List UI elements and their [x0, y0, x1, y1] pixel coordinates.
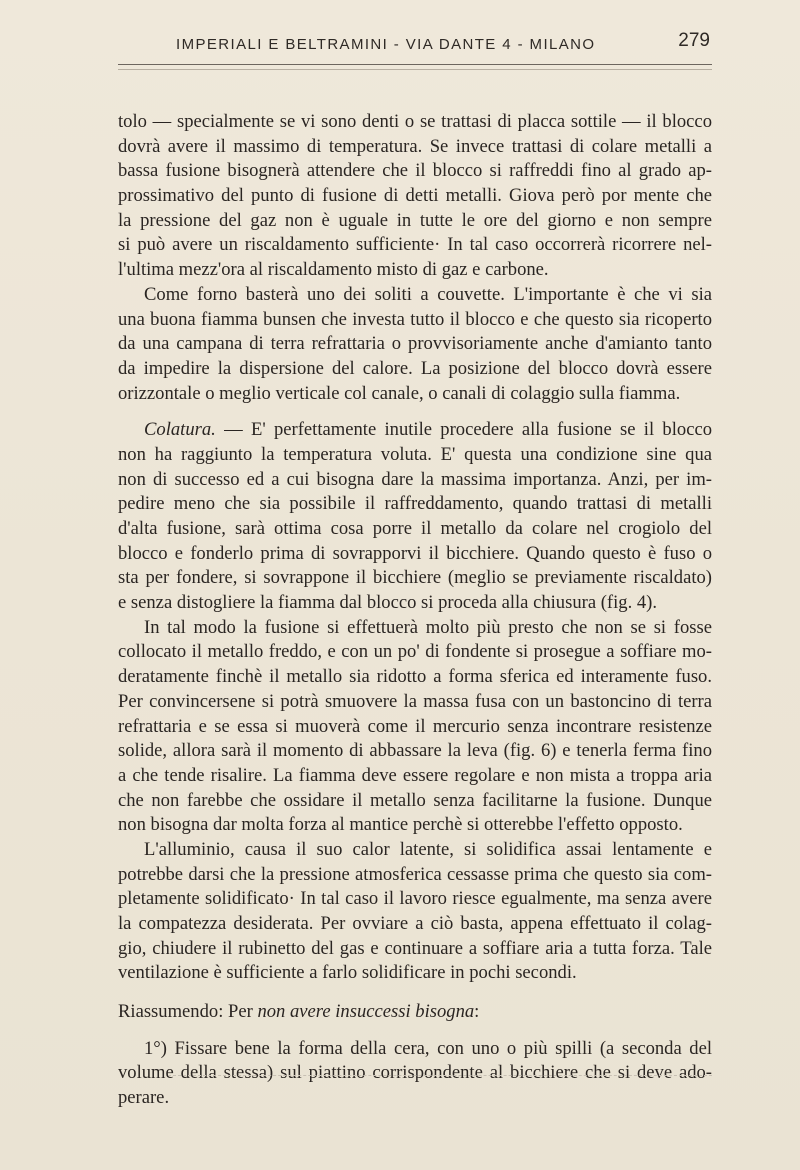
text-line: solide, allora sarà il momento di abbassare la leva (fig. 6) e tenerla ferma fino — [118, 740, 712, 762]
paragraph-5 — [118, 838, 712, 986]
text-line: In tal modo la fusione si effettuerà molto più presto che non se si fosse — [144, 616, 712, 638]
text-line: sta per fondere, si sovrappone il bicchiere (meglio se previamente riscaldato) — [118, 567, 712, 589]
text-line: volume della stessa) sul piattino corrispondente al bicchiere che si deve ado- — [118, 1062, 712, 1084]
text-line: pedire meno che sia possibile il raffreddamento, quando trattasi di metalli — [118, 493, 712, 515]
text-line — [118, 418, 712, 443]
text-line: d'alta fusione, sarà ottima cosa porre il metallo da colare nel crogiolo del — [118, 518, 712, 539]
paragraph-3 — [118, 418, 712, 616]
text-line: 1°) Fissare bene la forma della cera, con uno o più spilli (a seconda del — [144, 1037, 712, 1059]
text-line: Come forno basterà uno dei soliti a couvette. L'importante è che vi sia — [144, 283, 712, 305]
text-line: prossimativo del punto di fusione di detti metalli. Giova però por mente che — [118, 185, 712, 207]
text-line: perare. — [118, 1087, 170, 1109]
text-line — [118, 1000, 712, 1025]
text-line: la pressione del gaz non è uguale in tutte le ore del giorno e non sempre — [118, 209, 712, 231]
running-head: IMPERIALI E BELTRAMINI - VIA DANTE 4 - MILANO — [176, 36, 596, 53]
text-line: potrebbe darsi che la pressione atmosferica cessasse prima che questo sia com- — [118, 863, 712, 885]
header-rule-secondary — [118, 69, 712, 70]
text-line: orizzontale o meglio verticale col canale, o canali di colaggio sulla fiamma. — [118, 382, 681, 404]
text-line: da una campana di terra refrattaria o provvisoriamente anche d'amianto tanto — [118, 333, 712, 355]
text-line: dovrà avere il massimo di temperatura. Se invece trattasi di colare metalli a — [118, 135, 712, 157]
paragraph-4 — [118, 616, 712, 838]
text-line: non ha raggiunto la temperatura voluta. E' questa una condizione sine qua — [118, 443, 712, 465]
text-line: pletamente solidificato· In tal caso il lavoro riesce egualmente, ma senza avere — [118, 888, 712, 910]
text-run: — E' perfettamente inutile procedere alla fusione se il blocco — [215, 419, 712, 441]
text-run: : — [474, 1001, 480, 1023]
text-line: Per convincersene si potrà smuovere la massa fusa con un bastoncino di terra — [118, 690, 712, 712]
text-line: gio, chiudere il rubinetto del gas e continuare a soffiare aria a tutta forza. Tale — [118, 937, 712, 959]
page-number: 279 — [678, 30, 710, 51]
body-text — [118, 110, 712, 1111]
text-line: la compatezza desiderata. Per ovviare a ciò basta, appena effettuato il colag- — [118, 913, 712, 934]
bottom-rule — [168, 1075, 712, 1076]
emphasis-text: non avere insuccessi bisogna — [257, 1001, 475, 1023]
text-line: ventilazione è sufficiente a farlo solidificare in pochi secondi. — [118, 962, 577, 984]
paragraph-spacer — [118, 1025, 712, 1037]
page-header — [118, 30, 712, 64]
section-heading-colatura: Colatura. — [144, 419, 216, 441]
text-line: che non farebbe che ossidare il metallo senza facilitarne la fusione. Dunque — [118, 789, 712, 811]
paragraph-1 — [118, 110, 712, 283]
text-line: blocco e fonderlo prima di sovrapporvi il bicchiere. Quando questo è fuso o — [118, 542, 712, 564]
paragraph-spacer — [118, 986, 712, 1000]
text-line: deratamente finchè il metallo sia ridotto a forma sferica ed interamente fuso. — [118, 666, 712, 688]
text-line: non di successo ed a cui bisogna dare la massima importanza. Anzi, per im- — [118, 468, 712, 490]
text-line: una buona fiamma bunsen che investa tutto il blocco e che questo sia ricoperto — [118, 308, 712, 330]
paragraph-7 — [118, 1037, 712, 1111]
text-line: refrattaria e se essa si muoverà come il mercurio senza incontrare resistenze — [118, 715, 712, 737]
text-line: a che tende risalire. La fiamma deve essere regolare e non mista a troppa aria — [118, 764, 712, 786]
paragraph-6 — [118, 1000, 712, 1025]
text-run: Riassumendo: Per — [118, 1001, 258, 1023]
text-line: collocato il metallo freddo, e con un po' di fondente si prosegue a soffiare mo- — [118, 641, 712, 663]
text-line: e senza distogliere la fiamma dal blocco si proceda alla chiusura (fig. 4). — [118, 592, 658, 614]
text-line: tolo — specialmente se vi sono denti o se trattasi di placca sottile — il blocco — [118, 111, 712, 132]
header-rule — [118, 64, 712, 65]
text-line: non bisogna dar molta forza al mantice perchè si otterebbe l'effetto opposto. — [118, 814, 683, 836]
text-line: L'alluminio, causa il suo calor latente, si solidifica assai lentamente e — [144, 838, 712, 860]
text-line: bassa fusione bisognerà attendere che il blocco si raffreddi fino al grado ap- — [118, 160, 712, 182]
text-line: da impedire la dispersione del calore. La posizione del blocco dovrà essere — [118, 357, 712, 379]
paragraph-spacer — [118, 406, 712, 418]
text-line: si può avere un riscaldamento sufficiente· In tal caso occorrerà ricorrere nel- — [118, 234, 712, 256]
paragraph-2 — [118, 283, 712, 406]
text-line: l'ultima mezz'ora al riscaldamento misto di gaz e carbone. — [118, 259, 549, 281]
